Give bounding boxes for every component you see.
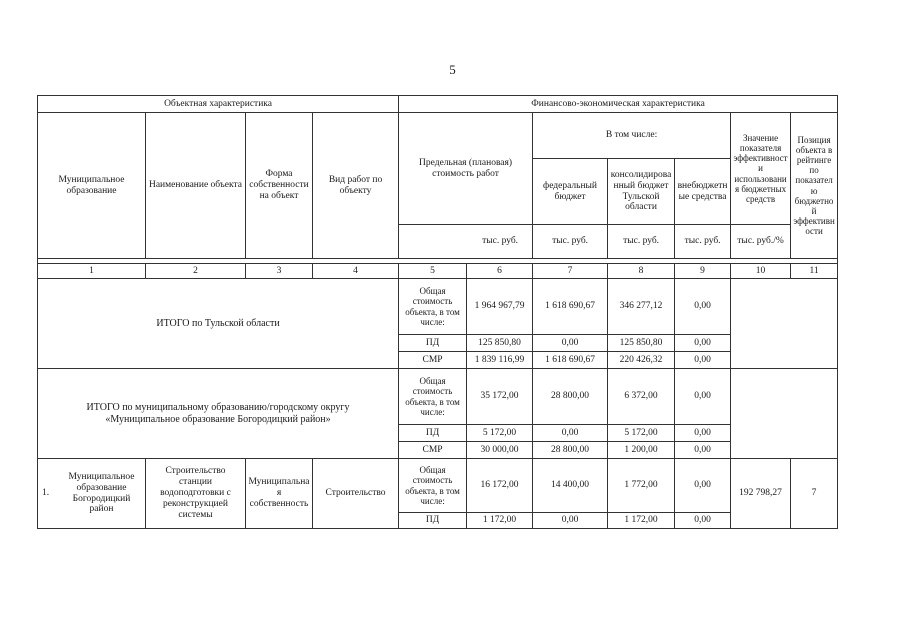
value-federal: 0,00 (533, 513, 608, 529)
value-federal: 1 618 690,67 (533, 352, 608, 369)
investment-table (37, 95, 838, 529)
object-ownership: Муниципальная собственность (246, 459, 313, 529)
value-regional: 346 277,12 (608, 279, 675, 335)
row-kind: ПД (399, 513, 467, 529)
value-regional: 6 372,00 (608, 369, 675, 425)
value-extra: 0,00 (675, 513, 731, 529)
value-federal: 0,00 (533, 425, 608, 442)
unit-federal: тыс. руб. (533, 225, 608, 259)
col-limit-cost-header: Предельная (плановая) стоимость работ (399, 113, 533, 225)
value-total: 1 839 116,99 (467, 352, 533, 369)
col-ownership-header: Форма собственности на объект (246, 113, 313, 259)
value-total: 30 000,00 (467, 442, 533, 459)
col-municipality-header: Муниципальное образование (38, 113, 146, 259)
value-extra: 0,00 (675, 279, 731, 335)
object-name: Строительство станции водоподготовки с реконструкцией системы (146, 459, 246, 529)
object-municipality-name: Муниципальное образование Богородицкий район (68, 471, 135, 515)
row-kind: ПД (399, 335, 467, 352)
value-extra: 0,00 (675, 335, 731, 352)
empty-cell (731, 369, 838, 459)
col-work-type-header: Вид работ по объекту (313, 113, 399, 259)
row-kind: Общая стоимость объекта, в том числе: (399, 279, 467, 335)
value-extra: 0,00 (675, 352, 731, 369)
object-municipality (38, 459, 146, 529)
value-extra: 0,00 (675, 459, 731, 513)
row-kind: СМР (399, 352, 467, 369)
row-kind: СМР (399, 442, 467, 459)
col-number: 7 (533, 264, 608, 279)
value-regional: 1 772,00 (608, 459, 675, 513)
value-total: 5 172,00 (467, 425, 533, 442)
value-regional: 5 172,00 (608, 425, 675, 442)
value-regional: 1 172,00 (608, 513, 675, 529)
col-number: 5 (399, 264, 467, 279)
value-total: 125 850,80 (467, 335, 533, 352)
col-federal-header: федеральный бюджет (533, 159, 608, 225)
object-work-type: Строительство (313, 459, 399, 529)
value-federal: 28 800,00 (533, 442, 608, 459)
value-regional: 125 850,80 (608, 335, 675, 352)
col-number: 11 (791, 264, 838, 279)
value-total: 1 172,00 (467, 513, 533, 529)
unit-efficiency: тыс. руб./% (731, 225, 791, 259)
total-region-label: ИТОГО по Тульской области (38, 279, 399, 369)
col-number: 4 (313, 264, 399, 279)
value-federal: 28 800,00 (533, 369, 608, 425)
col-including-header: В том числе: (533, 113, 731, 159)
col-efficiency-header: Значение показателя эффективности использования бюджетных средств (731, 113, 791, 225)
col-rank-header: Позиция объекта в рейтинге по показателю бюджетной эффективности (791, 113, 838, 259)
col-name-header: Наименование объекта (146, 113, 246, 259)
object-efficiency: 192 798,27 (731, 459, 791, 529)
unit-limit-cost: тыс. руб. (399, 225, 533, 259)
col-number: 2 (146, 264, 246, 279)
col-number: 1 (38, 264, 146, 279)
object-char-header: Объектная характеристика (38, 96, 399, 113)
value-total: 16 172,00 (467, 459, 533, 513)
col-consolidated-header: консолидированный бюджет Тульской области (608, 159, 675, 225)
value-extra: 0,00 (675, 425, 731, 442)
empty-cell (731, 279, 838, 369)
value-total: 1 964 967,79 (467, 279, 533, 335)
value-regional: 1 200,00 (608, 442, 675, 459)
value-extra: 0,00 (675, 369, 731, 425)
total-municipal-label: ИТОГО по муниципальному образованию/городскому округу «Муниципальное образование Богородицкий район» (38, 369, 399, 459)
object-number: 1. (42, 488, 50, 499)
col-number: 9 (675, 264, 731, 279)
value-federal: 14 400,00 (533, 459, 608, 513)
finance-char-header: Финансово-экономическая характеристика (399, 96, 838, 113)
object-rank: 7 (791, 459, 838, 529)
unit-consolidated: тыс. руб. (608, 225, 675, 259)
value-total: 35 172,00 (467, 369, 533, 425)
value-extra: 0,00 (675, 442, 731, 459)
col-number: 8 (608, 264, 675, 279)
value-regional: 220 426,32 (608, 352, 675, 369)
value-federal: 1 618 690,67 (533, 279, 608, 335)
row-kind: Общая стоимость объекта, в том числе: (399, 369, 467, 425)
row-kind: Общая стоимость объекта, в том числе: (399, 459, 467, 513)
page-number: 5 (449, 62, 456, 77)
value-federal: 0,00 (533, 335, 608, 352)
unit-extrabudget: тыс. руб. (675, 225, 731, 259)
col-number: 10 (731, 264, 791, 279)
row-kind: ПД (399, 425, 467, 442)
col-extrabudget-header: внебюджетные средства (675, 159, 731, 225)
col-number: 6 (467, 264, 533, 279)
col-number: 3 (246, 264, 313, 279)
